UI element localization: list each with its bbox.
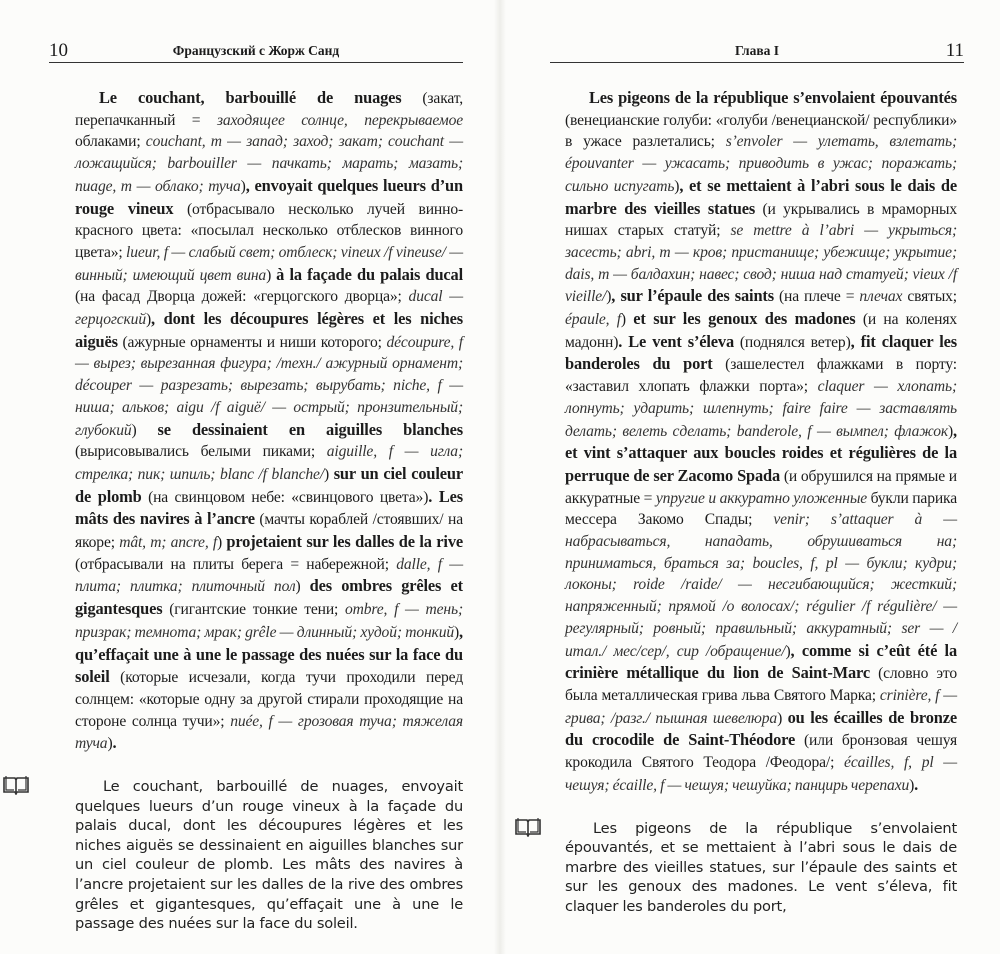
translation-text: ) <box>948 422 954 440</box>
original-text-paragraph: Les pigeons de la république s’envolaient épouvantés, et se mettaient à l’abri sous le dais de marbre des vieilles statues, sur l’épaule des saints et sur les genoux des madones. Le vent s’éleva, fit claquer les banderoles du port, <box>565 819 957 915</box>
french-phrase: , et se mettaient à l’abri sous le dais de marbre des vieilles statues <box>565 175 957 218</box>
french-phrase: , fit claquer les banderoles du port <box>565 331 957 374</box>
original-text-block <box>565 819 957 917</box>
french-phrase: . Le vent s’éleva <box>618 331 735 351</box>
translation-text: ) <box>266 266 277 284</box>
translation-text: (и укрывались в мраморных нишах старых статуй; <box>565 200 957 240</box>
french-phrase: , et vint s’attaquer aux boucles roides et régulières de la perruque de ser Zacomo Spada <box>565 420 957 485</box>
translation-text: ) <box>785 642 791 660</box>
running-header <box>49 40 463 63</box>
translation-text: (отбрасывали на плиты берега = набережной; <box>75 555 397 573</box>
translation-text: ) <box>145 311 152 329</box>
french-phrase: . <box>112 733 117 753</box>
dictionary-note: épaule, f <box>565 311 621 329</box>
translation-text: (зашелестел флажками в порту: «заставил хлопать флажки порта»; <box>565 356 957 396</box>
running-title: Французский с Жорж Санд <box>172 43 340 58</box>
translation-text: ) <box>324 465 334 483</box>
translation-text: (на фасад Дворца дожей: «герцогского дворца»; <box>75 288 409 306</box>
page-content <box>75 87 463 934</box>
translation-text: ) <box>777 709 788 727</box>
translation-text: (на свинцовом небе: «свинцового цвета») <box>141 488 429 506</box>
french-phrase: . Les mâts des navires à l’ancre <box>75 486 463 529</box>
translation-text: ) <box>217 534 227 552</box>
page-number: 11 <box>945 40 964 61</box>
translation-text: (венецианские голуби: «голуби /венецианской/ республики» в ужасе разлетались; <box>565 111 957 151</box>
translation-text: ) <box>620 311 634 329</box>
translation-text: (и обрушился на прямые и аккуратные = <box>565 467 957 507</box>
translation-text: (которые исчезали, когда тучи проходили перед солнцем: «которые одну за другой стирали проходящие на стороне солнца тучи»; <box>75 669 463 730</box>
dictionary-note: claquer — хлопать; лопнуть; ударить; шлепнуть; faire faire — заставлять делать; велеть сделать; banderole, f — вымпел; флажок <box>565 378 957 440</box>
page-number: 10 <box>49 40 68 61</box>
french-phrase: projetaient sur les dalles de la rive <box>226 532 463 552</box>
open-book-icon <box>3 775 29 795</box>
french-phrase: Le couchant, barbouillé de nuages <box>99 88 402 107</box>
translation-text: ) <box>674 177 680 195</box>
right-page <box>505 0 1000 954</box>
translation-text: (и на коленях мадонн) <box>565 311 958 351</box>
translation-text: (поднялся ветер) <box>734 333 851 351</box>
dictionary-note: écailles, f, pl — чешуя; écaille, f — чешуя; чешуйка; панцирь черепахи <box>565 754 958 794</box>
dictionary-note: découpure, f — вырез; вырезанная фигура; /техн./ ажурный орнамент; découper — разрезать; вырезать; вырубать; niche, f — ниша; альков; aigu /f aiguë/ — острый; пронзительный; глубокий <box>75 333 463 439</box>
translation-text: ) <box>909 776 915 794</box>
translation-text: святых; <box>902 288 957 306</box>
page-content <box>565 87 957 916</box>
translation-text: (словно это была металлическая грива льва Святого Марка; <box>565 665 957 704</box>
glossed-paragraph <box>75 87 463 755</box>
french-phrase: et sur les genoux des madones <box>633 309 856 329</box>
translation-text: (ажурные орнаменты и ниши которого; <box>117 333 387 351</box>
dictionary-note: nuée, f — грозовая туча; тяжелая туча <box>75 712 463 753</box>
translation-text: ) <box>131 421 158 439</box>
running-header <box>550 40 964 63</box>
translation-text: (мачты кораблей /стоявших/ на якоре; <box>75 511 463 552</box>
french-phrase: ou les écailles de bronze du crocodile de Saint-Théodore <box>565 707 958 750</box>
french-phrase: se dessinaient en aiguilles blanches <box>157 419 463 439</box>
french-phrase: , envoyait quelques lueurs d’un rouge vineux <box>75 175 463 218</box>
dictionary-note: заходящее солнце, перекрываемое <box>216 111 463 129</box>
glossed-paragraph <box>565 87 957 797</box>
french-phrase: sur un ciel couleur de plomb <box>75 463 463 506</box>
translation-text: ) <box>295 578 310 596</box>
french-phrase: Les pigeons de la république s’envolaient épouvantés <box>589 88 957 107</box>
original-text-paragraph: Le couchant, barbouillé de nuages, envoyait quelques lueurs d’un rouge vineux à la façade du palais ducal, dont les découpures légères et les niches aiguës se dessinaient en aiguilles blanches sur un ciel couleur de plomb. Les mâts des navires à l’ancre projetaient sur les dalles de la rive des ombres grêles et gigantesques, qu’effaçait une à une le passage des nuées sur la face du soleil. <box>75 778 463 933</box>
translation-text: ) <box>606 288 612 306</box>
left-page <box>0 0 495 954</box>
dictionary-note: mât, m; ancre, f <box>119 534 218 552</box>
translation-text: (отбрасывало несколько лучей винно-красного цвета: «посылал несколько отблесков винного цвета»; <box>75 200 464 261</box>
dictionary-note: упругие и аккуратно уложенные <box>655 489 868 507</box>
translation-text: (закат, перепачканный = <box>75 90 464 129</box>
french-phrase: , comme si c’eût été la crinière métallique du lion de Saint-Marc <box>565 640 957 683</box>
running-title: Глава I <box>734 43 780 58</box>
dictionary-note: плечах <box>859 288 903 306</box>
french-phrase: . <box>914 774 919 794</box>
dictionary-note: se mettre à l’abri — укрыться; засесть; abri, m — кров; пристанище; убежище; укрытие; dais, m — балдахин; навес; свод; ниша над статуей; vieux /f vieille/ <box>565 222 957 306</box>
original-text-block <box>75 777 463 934</box>
french-phrase: à la façade du palais ducal <box>276 264 463 284</box>
french-phrase: , sur l’épaule des saints <box>611 286 774 306</box>
dictionary-note: dalle, f — плита; плитка; плиточный пол <box>75 555 463 596</box>
translation-text: (вырисовывались белыми пиками; <box>75 443 327 461</box>
translation-text: (гигантские тонкие тени; <box>162 601 346 619</box>
french-phrase: des ombres grêles et gigantesques <box>75 576 463 619</box>
translation-text: (или бронзовая чешуя крокодила Святого Теодора /Феодора/; <box>565 732 957 772</box>
dictionary-note: lueur, f — слабый свет; отблеск; vineux /f vineuse/ — винный; имеющий цвет вина <box>75 243 463 284</box>
translation-text: ) <box>454 623 460 641</box>
dictionary-note: ducal — герцогский <box>75 288 464 329</box>
french-phrase: , dont les découpures légères et les niches aiguës <box>75 309 463 351</box>
dictionary-note: aiguille, f — игла; стрелка; пик; шпиль; blanc /f blanche/ <box>75 443 463 483</box>
translation-text: облаками; <box>75 133 146 151</box>
dictionary-note: s’envoler — улетать, взлетать; épouvanter — ужасать; приводить в ужас; поражать; сильно испугать <box>565 133 957 195</box>
translation-text: букли парика мессера Закомо Спады; <box>565 489 958 529</box>
dictionary-note: couchant, m — запад; заход; закат; couchant — ложащийся; barbouiller — пачкать; марать; мазать; nuage, m — облако; туча <box>75 133 463 195</box>
french-phrase: , qu’effaçait une à une le passage des nuées sur la face du soleil <box>75 621 463 687</box>
dictionary-note: venir; s’attaquer à — набрасываться, нападать, обрушиваться на; приниматься, браться за; boucles, f, pl — букли; кудри; локоны; roide /raide/ — несгибающийся; жесткий; напряженный; прямой /о волосах/; régulier /f régulière/ — регулярный; ровный; правильный; аккуратный; ser — /итал./ мес/сер/, сир /обращение/ <box>565 511 958 660</box>
translation-text: (на плече = <box>773 288 860 306</box>
translation-text: ) <box>107 735 113 753</box>
dictionary-note: crinière, f — грива; /разг./ пышная шевелюра <box>565 686 958 727</box>
translation-text: ) <box>240 177 246 195</box>
dictionary-note: ombre, f — тень; призрак; темнота; мрак; grêle — длинный; худой; тонкий <box>75 601 463 641</box>
